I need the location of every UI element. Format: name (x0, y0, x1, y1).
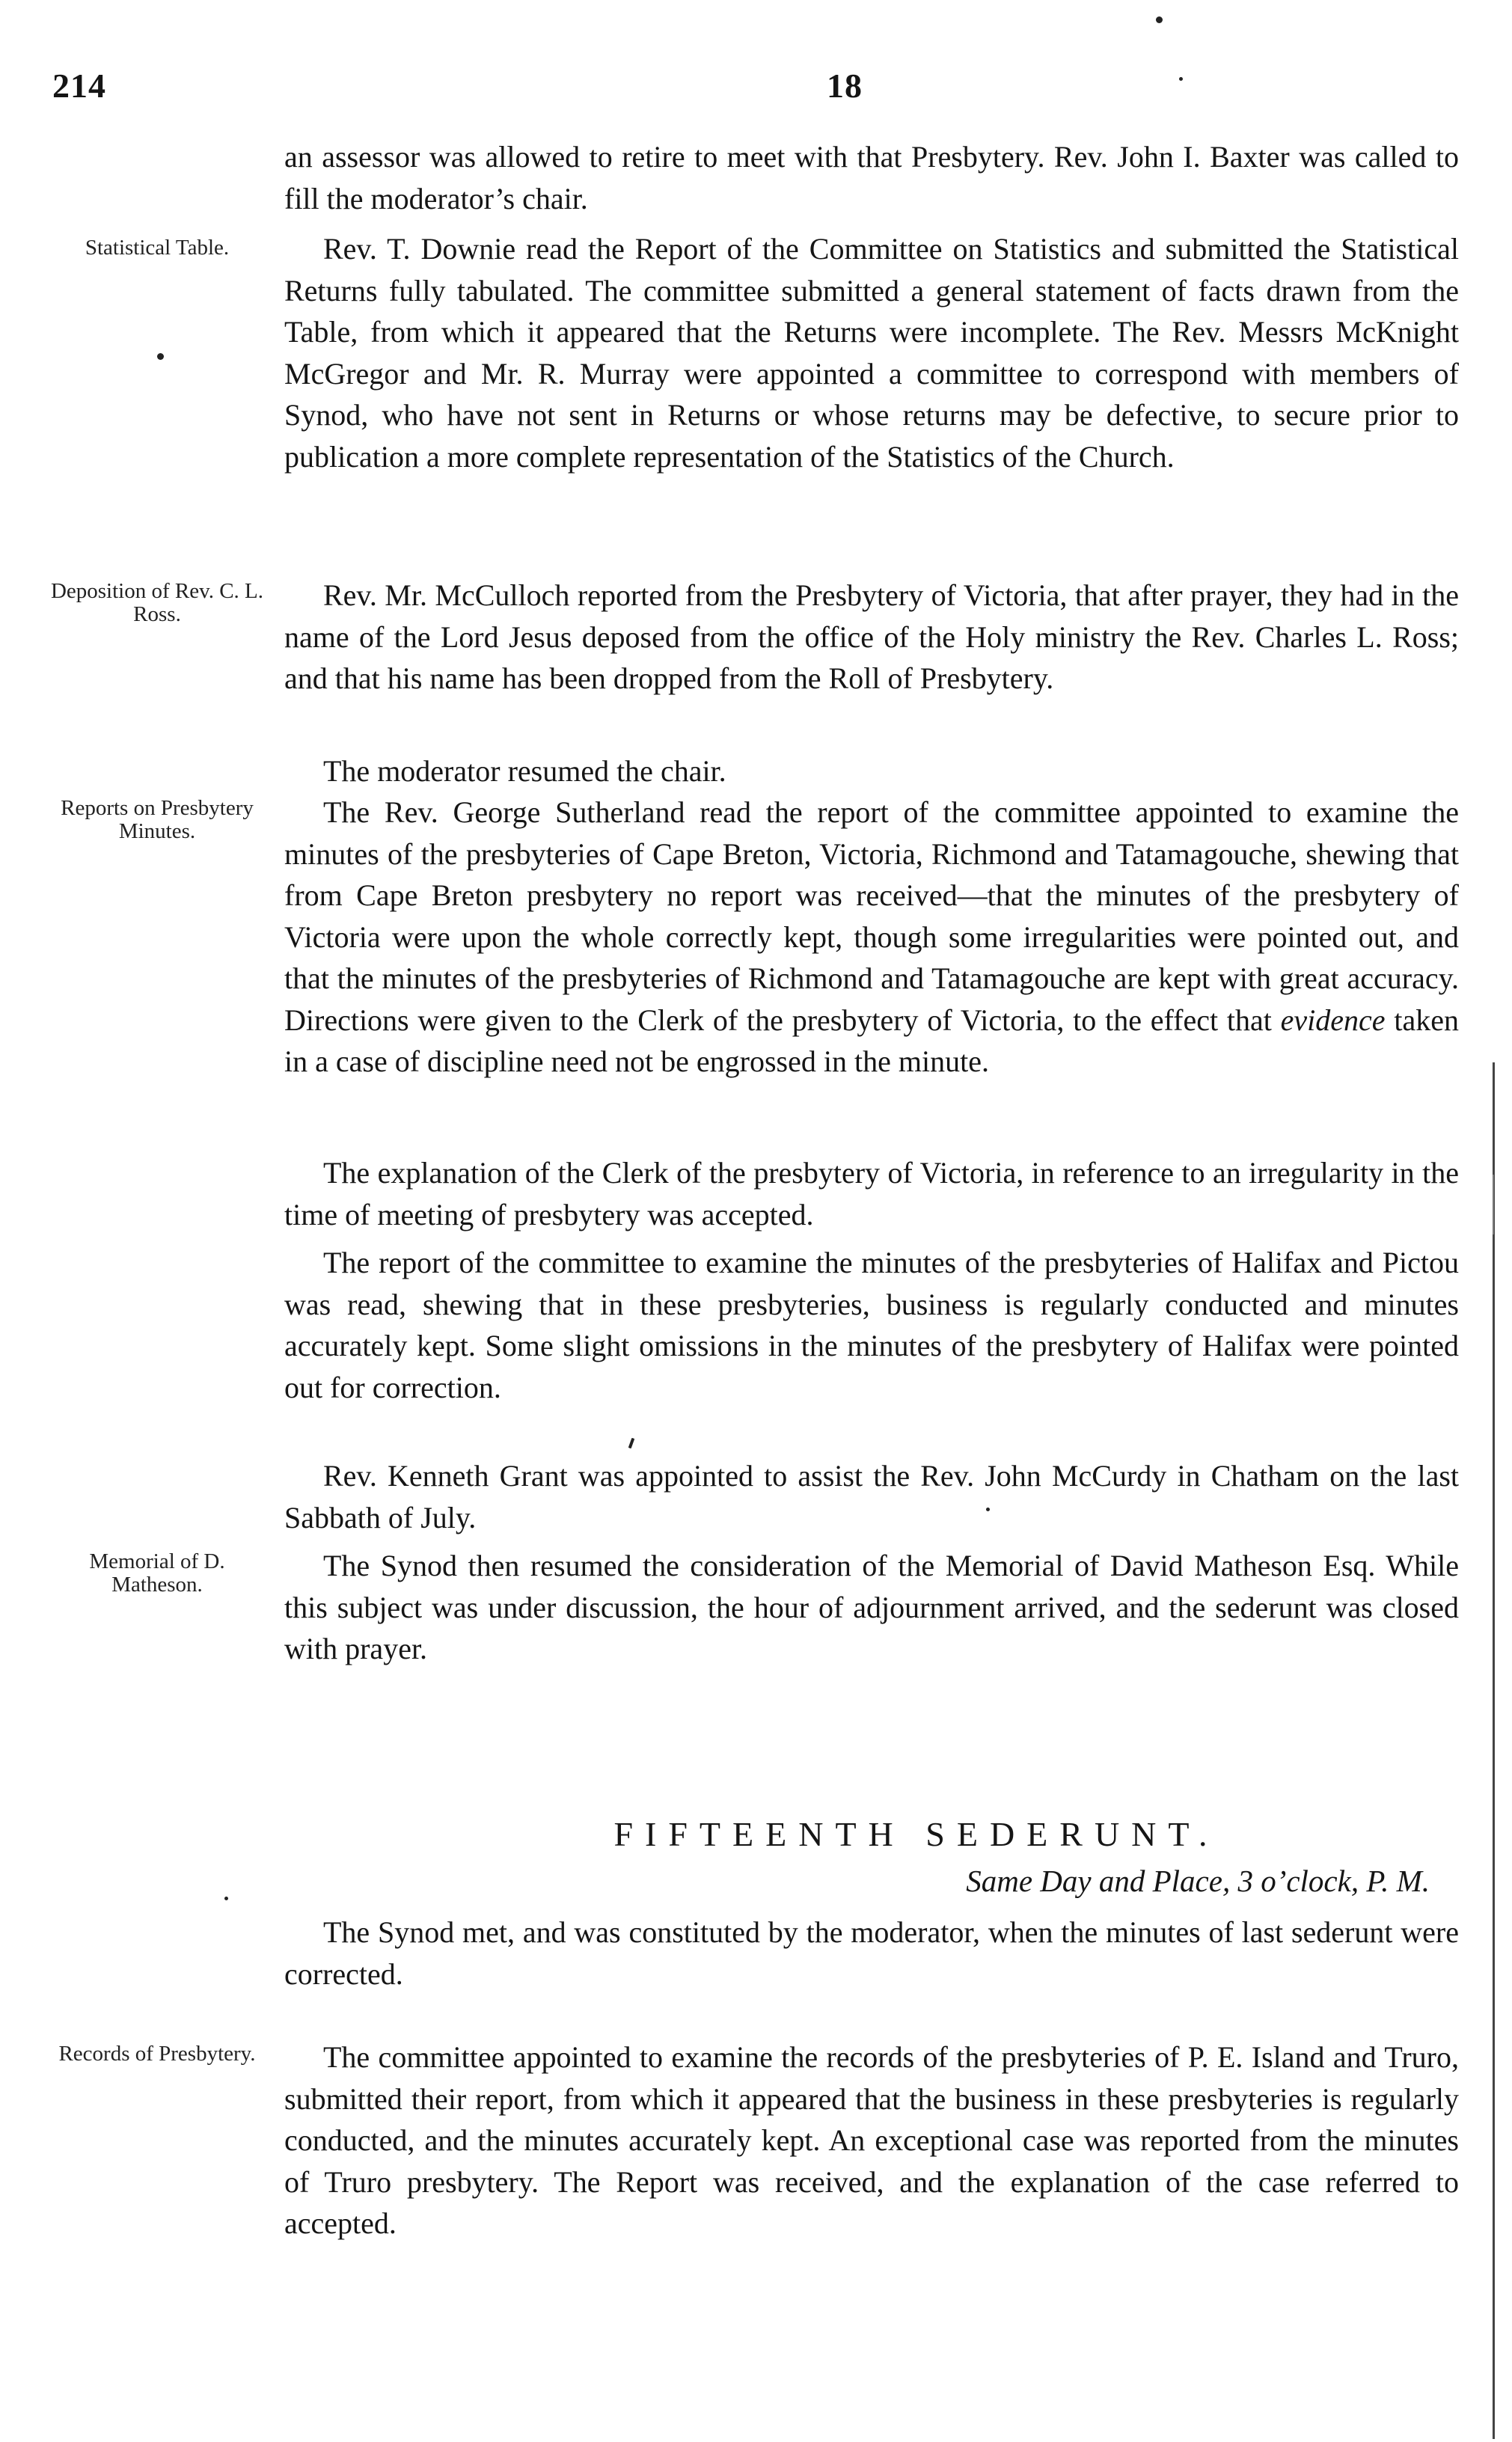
paragraph-kenneth-grant: Rev. Kenneth Grant was appointed to assist the Rev. John McCurdy in Chatham on the last Sabbath of July. (284, 1459, 1459, 1534)
scan-speck (628, 1438, 635, 1449)
margin-note-memorial: Memorial of D. Matheson. (89, 1549, 225, 1597)
paragraph-explanation-victoria: The explanation of the Clerk of the presbytery of Victoria, in reference to an irregularity in the time of meeting of presbytery was accepted. (284, 1156, 1459, 1231)
paragraph-memorial: The Synod then resumed the consideration of the Memorial of David Matheson Esq. While this subject was under discussion, the hour of adjournment arrived, and the sederunt was closed with prayer. (284, 1549, 1459, 1665)
paragraph-deposition: Rev. Mr. McCulloch reported from the Presbytery of Victoria, that after prayer, they had in the name of the Lord Jesus deposed from the office of the Holy ministry the Rev. Charles L. Ross; and that his name has been dropped from the Roll of Presbytery. (284, 578, 1459, 695)
italic-evidence: evidence (1280, 1003, 1386, 1037)
section-dateline: Same Day and Place, 3 o’clock, P. M. (966, 1864, 1430, 1898)
scan-speck (224, 1897, 228, 1900)
margin-note-reports-minutes: Reports on Presbytery Minutes. (61, 796, 254, 843)
paragraph-reports-minutes-tail: taken in a case of discipline need not be engrossed in the minute. (284, 1003, 1459, 1078)
margin-note-deposition: Deposition of Rev. C. L. Ross. (50, 579, 264, 626)
paragraph-synod-met: The Synod met, and was constituted by the moderator, when the minutes of last sederunt were corrected. (284, 1915, 1459, 1991)
paragraph-records: The committee appointed to examine the records of the presbyteries of P. E. Island and Truro, submitted their report, from which it appeared that the business in these presbyteries is regularly conducted, and the minutes accurately kept. An exceptional case was reported from the minutes of Truro presbytery. The Report was received, and the explanation of the case referred to accepted. (284, 2040, 1459, 2240)
paragraph-moderator-resumed: The moderator resumed the chair. (323, 754, 726, 788)
paragraph-reports-minutes-text: The Rev. George Sutherland read the report of the committee appointed to examine the minutes of the presbyteries of Cape Breton, Victoria, Richmond and Tatamagouche, shewing that from Cape Breton presbytery no report was received—that the minutes of the presbytery of Victoria were upon the whole correctly kept, though some irregularities were pointed out, and that the minutes of the presbyteries of Richmond and Tatamagouche are kept with great accuracy. Directions were given to the Clerk of the presbytery of Victoria, to the effect that (284, 795, 1459, 1037)
margin-note-records: Records of Presbytery. (58, 2042, 256, 2066)
scan-edge-mark (1493, 1175, 1494, 1234)
scan-speck (1156, 16, 1163, 23)
paragraph-assessor: an assessor was allowed to retire to meet with that Presbytery. Rev. John I. Baxter was called to fill the moderator’s chair. (284, 140, 1459, 215)
paragraph-reports-minutes (284, 792, 1459, 1083)
scan-speck (1179, 77, 1183, 81)
scan-speck (157, 353, 164, 360)
margin-note-statistical-table: Statistical Table. (85, 236, 230, 260)
section-heading: FIFTEENTH SEDERUNT. (613, 1815, 1219, 1853)
page-number-left: 214 (52, 67, 106, 105)
scan-speck (986, 1508, 990, 1511)
page-number-center: 18 (827, 67, 863, 105)
scan-edge-line (1493, 1062, 1495, 2439)
paragraph-halifax-pictou: The report of the committee to examine the minutes of the presbyteries of Halifax and Pictou was read, shewing that in these presbyteries, business is regularly conducted and minutes accurately kept. Some slight omissions in the minutes of the presbytery of Halifax were pointed out for correction. (284, 1246, 1459, 1404)
paragraph-statistics: Rev. T. Downie read the Report of the Committee on Statistics and submitted the Statistical Returns fully tabulated. The committee submitted a general statement of facts drawn from the Table, from which it appeared that the Returns were incomplete. The Rev. Messrs McKnight McGregor and Mr. R. Murray were appointed a committee to correspond with members of Synod, who have not sent in Returns or whose returns may be defective, to secure prior to publication a more complete representation of the Statistics of the Church. (284, 232, 1459, 474)
